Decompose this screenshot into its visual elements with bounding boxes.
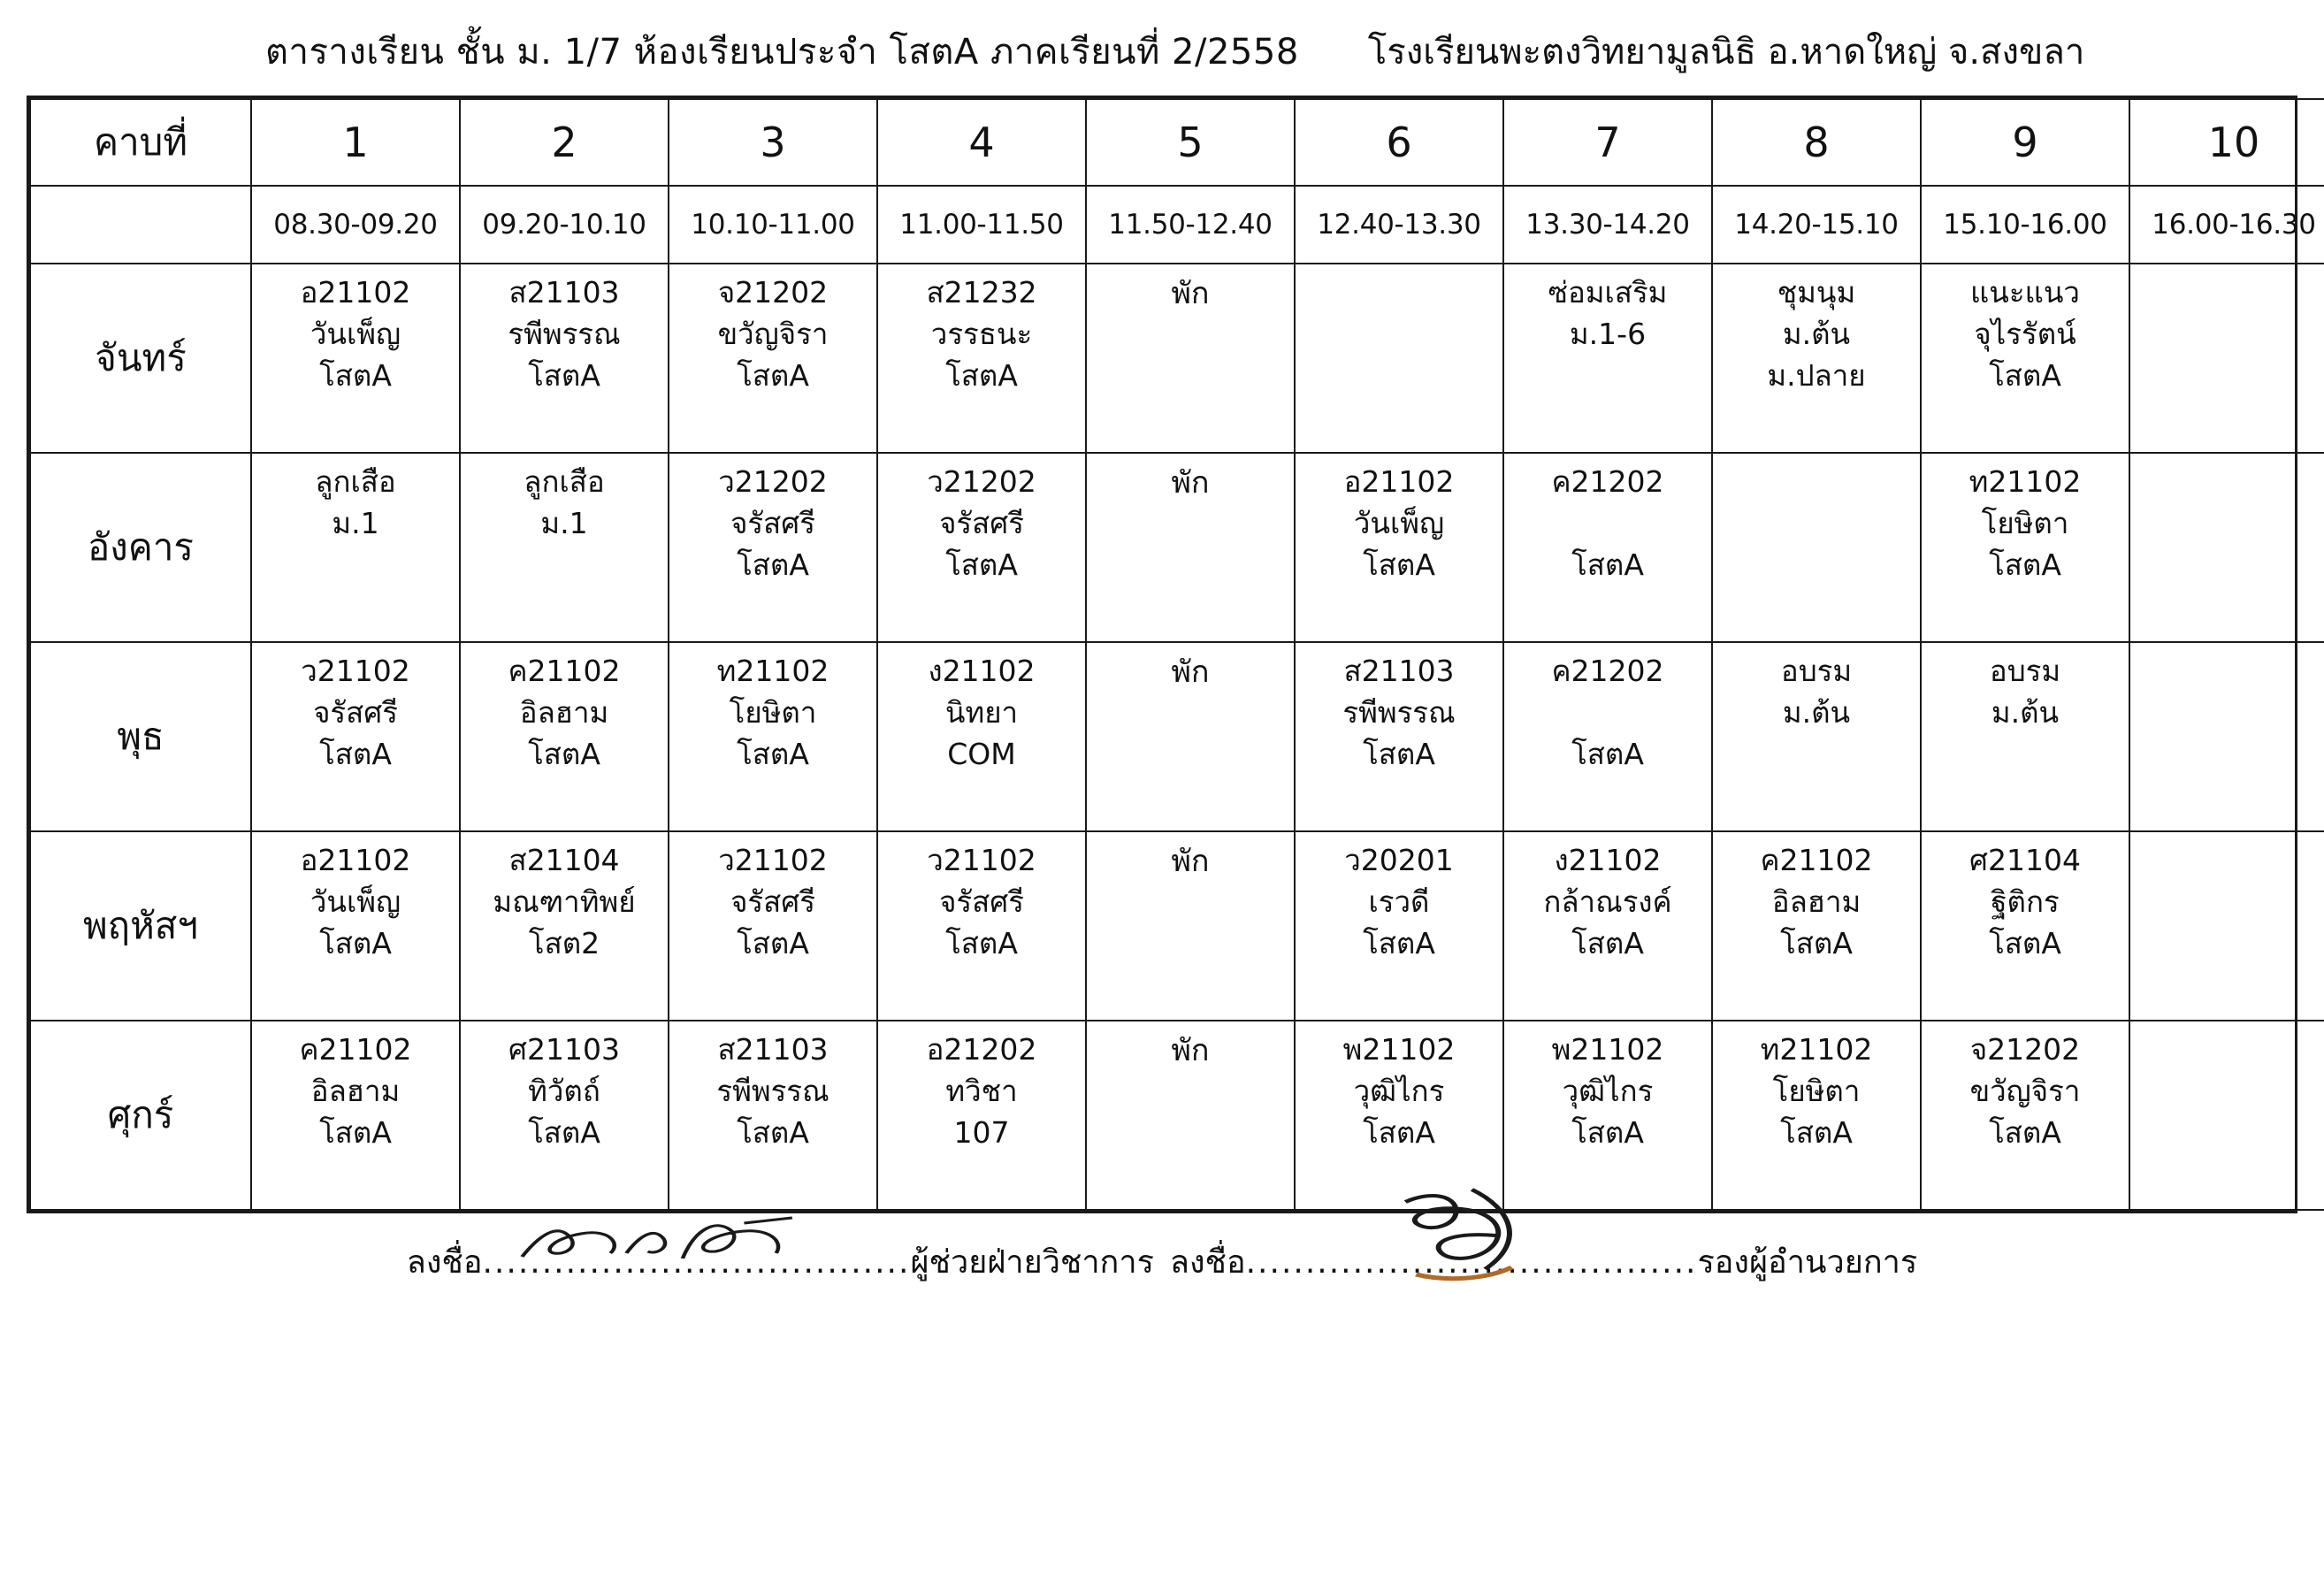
cell-line: โสตA: [1571, 925, 1644, 960]
schedule-cell: [2129, 264, 2324, 453]
cell-line: ว21202: [718, 464, 828, 499]
cell-line: ม.ต้น: [1991, 694, 2060, 730]
cell-line: ว20201: [1344, 843, 1454, 877]
schedule-cell: [1921, 264, 2129, 453]
schedule-cell: [1295, 831, 1503, 1021]
cell-line: ชุมนุม: [1777, 275, 1856, 310]
cell-content: [878, 1021, 1085, 1209]
schedule-cell: [460, 453, 669, 642]
cell-content: [1713, 1021, 1920, 1209]
cell-content: [2130, 454, 2324, 641]
cell-line: โสตA: [1363, 925, 1435, 960]
cell-line: โสตA: [1363, 736, 1435, 771]
cell-line: โสตA: [319, 925, 392, 960]
cell-line: อ21102: [300, 843, 411, 877]
period-header-1: 1: [251, 99, 460, 186]
period-header-4: 4: [877, 99, 1086, 186]
schedule-cell: [1503, 642, 1712, 831]
schedule-cell: [1712, 264, 1921, 453]
cell-line: ทิวัตถ์: [528, 1073, 600, 1108]
cell-line: ม.ต้น: [1782, 316, 1851, 351]
cell-line: โสตA: [737, 357, 809, 393]
schedule-cell: [1503, 264, 1712, 453]
cell-line: ขวัญจิรา: [717, 316, 829, 351]
schedule-cell: [1921, 1021, 2129, 1210]
cell-line: พัก: [1171, 1033, 1210, 1068]
cell-line: ส21103: [1343, 654, 1455, 688]
day-label: พุธ: [30, 642, 251, 831]
schedule-cell: [460, 642, 669, 831]
table-header-row: [30, 99, 2324, 186]
cell-line: โยษิตา: [1981, 505, 2069, 540]
cell-content: [1296, 454, 1502, 641]
cell-line: โสตA: [319, 736, 392, 771]
cell-content: [1087, 643, 1294, 830]
cell-line: พ21102: [1551, 1032, 1664, 1067]
cell-line: COM: [947, 736, 1016, 771]
schedule-cell: [251, 642, 460, 831]
schedule-cell: [877, 453, 1086, 642]
cell-line: 107: [953, 1114, 1010, 1150]
schedule-cell: [669, 264, 877, 453]
cell-content: [1922, 643, 2129, 830]
cell-content: [2130, 643, 2324, 830]
cell-content: [252, 264, 459, 452]
cell-line: โสตA: [945, 357, 1018, 393]
cell-line: ค21102: [1760, 843, 1873, 877]
cell-line: ม.ปลาย: [1767, 357, 1866, 393]
cell-content: [1087, 264, 1294, 452]
cell-line: วันเพ็ญ: [310, 884, 401, 919]
dots-2: ......................................: [1245, 1244, 1698, 1281]
day-label: จันทร์: [30, 264, 251, 453]
role-label-2: รองผู้อำนวยการ: [1697, 1244, 1918, 1281]
cell-line: อ21102: [1343, 464, 1455, 499]
cell-content: [1087, 832, 1294, 1020]
schedule-cell: [251, 831, 460, 1021]
cell-line: โยษิตา: [729, 694, 817, 730]
cell-line: โสตA: [1989, 925, 2061, 960]
cell-line: ม.1-6: [1569, 316, 1647, 351]
cell-line: จรัสศรี: [939, 884, 1024, 919]
cell-line: ศ21103: [508, 1032, 620, 1067]
school-name: โรงเรียนพะตงวิทยามูลนิธิ อ.หาดใหญ่ จ.สงขลา: [1367, 32, 2085, 73]
cell-content: [1504, 264, 1711, 452]
cell-line: จ21202: [717, 275, 829, 310]
cell-line: จุไรรัตน์: [1974, 316, 2076, 351]
schedule-cell: [251, 264, 460, 453]
cell-content: [1296, 832, 1502, 1020]
sign-label-1: ลงชื่อ: [406, 1244, 483, 1281]
cell-line: ขวัญจิรา: [1969, 1073, 2081, 1108]
cell-line: โสตA: [737, 1114, 809, 1150]
cell-line: โสตA: [737, 925, 809, 960]
cell-line: ค21202: [1551, 464, 1664, 499]
cell-content: [1713, 832, 1920, 1020]
cell-content: [461, 832, 668, 1020]
signature-footer: [0, 1236, 2324, 1287]
cell-line: อบรม: [1989, 654, 2061, 688]
cell-line: ว21202: [927, 464, 1036, 499]
cell-content: [1713, 454, 1920, 641]
cell-line: ส21103: [717, 1032, 829, 1067]
cell-line: โสตA: [528, 1114, 600, 1150]
schedule-cell: [1503, 453, 1712, 642]
cell-content: [878, 643, 1085, 830]
cell-line: ลูกเสือ: [315, 464, 396, 499]
page-title: ตารางเรียน ชั้น ม. 1/7 ห้องเรียนประจำ โสตA ภาคเรียนที่ 2/2558: [265, 32, 1299, 73]
cell-content: [1087, 454, 1294, 641]
day-label: ศุกร์: [30, 1021, 251, 1210]
cell-content: [1504, 454, 1711, 641]
cell-line: โสตA: [528, 357, 600, 393]
cell-line: ม.1: [540, 505, 588, 540]
cell-line: จรัสศรี: [939, 505, 1024, 540]
schedule-cell: [1712, 1021, 1921, 1210]
cell-content: [878, 832, 1085, 1020]
cell-line: อิลฮาม: [310, 1073, 401, 1108]
cell-line: ทวิชา: [945, 1073, 1018, 1108]
cell-line: พัก: [1171, 654, 1210, 690]
cell-line: ว21102: [301, 654, 410, 688]
cell-line: วันเพ็ญ: [1353, 505, 1445, 540]
cell-content: [461, 643, 668, 830]
cell-content: [252, 832, 459, 1020]
cell-line: อิลฮาม: [519, 694, 609, 730]
period-time-9: 15.10-16.00: [1921, 186, 2129, 264]
cell-line: จรัสศรี: [730, 505, 815, 540]
period-time-4: 11.00-11.50: [877, 186, 1086, 264]
cell-line: เรวดี: [1368, 884, 1430, 919]
cell-line: โสตA: [1571, 547, 1644, 582]
corner-label: คาบที่: [30, 99, 251, 186]
period-header-8: 8: [1712, 99, 1921, 186]
cell-line: ว21102: [927, 843, 1036, 877]
cell-content: [1713, 643, 1920, 830]
period-header-5: 5: [1086, 99, 1295, 186]
schedule-cell: [877, 1021, 1086, 1210]
cell-line: ท21102: [1969, 464, 2082, 499]
cell-line: ส21103: [508, 275, 620, 310]
schedule-cell: [2129, 642, 2324, 831]
cell-line: ฐิติกร: [1991, 884, 2060, 919]
cell-line: อิลฮาม: [1771, 884, 1861, 919]
cell-line: โสตA: [945, 547, 1018, 582]
cell-line: โสตA: [945, 925, 1018, 960]
schedule-cell: [251, 1021, 460, 1210]
cell-line: ลูกเสือ: [524, 464, 605, 499]
times-row-corner: [30, 186, 251, 264]
cell-content: [252, 643, 459, 830]
period-time-5: 11.50-12.40: [1086, 186, 1295, 264]
cell-content: [461, 264, 668, 452]
table-row: [30, 264, 2324, 453]
cell-line: รพีพรรณ: [1342, 694, 1456, 730]
cell-line: พัก: [1171, 465, 1210, 501]
cell-line: ง21102: [928, 654, 1036, 688]
schedule-cell: [2129, 453, 2324, 642]
schedule-cell: [1295, 642, 1503, 831]
schedule-cell: [1712, 831, 1921, 1021]
schedule-table-container: [27, 96, 2316, 1213]
cell-line: โสตA: [1571, 736, 1644, 771]
cell-line: วุฒิไกร: [1562, 1073, 1654, 1108]
signature-slot-1: [482, 1244, 910, 1281]
cell-line: จรัสศรี: [313, 694, 398, 730]
schedule-cell: [1295, 264, 1503, 453]
cell-line: ว21102: [718, 843, 828, 877]
schedule-cell: [669, 453, 877, 642]
period-time-6: 12.40-13.30: [1295, 186, 1503, 264]
cell-line: พัก: [1171, 276, 1210, 311]
cell-content: [252, 1021, 459, 1209]
dots-1: ....................................: [482, 1244, 911, 1281]
schedule-cell: [1086, 453, 1295, 642]
cell-line: โสตA: [319, 1114, 392, 1150]
cell-line: โสตA: [319, 357, 392, 393]
period-header-6: 6: [1295, 99, 1503, 186]
cell-content: [1296, 643, 1502, 830]
schedule-table: [29, 98, 2324, 1211]
period-header-9: 9: [1921, 99, 2129, 186]
period-time-10: 16.00-16.30: [2129, 186, 2324, 264]
schedule-cell: [669, 642, 877, 831]
schedule-cell: [460, 831, 669, 1021]
period-header-10: 10: [2129, 99, 2324, 186]
day-label: อังคาร: [30, 453, 251, 642]
sign-label-2: ลงชื่อ: [1169, 1244, 1246, 1281]
cell-line: แนะแนว: [1970, 275, 2080, 310]
cell-content: [1922, 264, 2129, 452]
table-row: [30, 1021, 2324, 1210]
cell-line: อ21102: [300, 275, 411, 310]
cell-content: [669, 643, 876, 830]
cell-content: [1922, 454, 2129, 641]
cell-line: ท21102: [716, 654, 829, 688]
cell-content: [2130, 1021, 2324, 1209]
cell-line: ม.1: [332, 505, 379, 540]
cell-content: [1504, 832, 1711, 1020]
cell-content: [1504, 1021, 1711, 1209]
cell-content: [669, 454, 876, 641]
cell-content: [669, 832, 876, 1020]
cell-line: ท21102: [1760, 1032, 1873, 1067]
table-row: [30, 453, 2324, 642]
cell-line: [1603, 697, 1613, 730]
schedule-cell: [1086, 642, 1295, 831]
schedule-cell: [1921, 831, 2129, 1021]
day-label: พฤหัสฯ: [30, 831, 251, 1021]
cell-line: โสตA: [1363, 1114, 1435, 1150]
period-header-2: 2: [460, 99, 669, 186]
cell-content: [1087, 1021, 1294, 1209]
cell-content: [1296, 1021, 1502, 1209]
cell-line: วรรธนะ: [930, 316, 1033, 351]
cell-line: โสตA: [1363, 547, 1435, 582]
schedule-cell: [1921, 453, 2129, 642]
cell-content: [252, 454, 459, 641]
period-time-1: 08.30-09.20: [251, 186, 460, 264]
cell-line: โสตA: [1989, 357, 2061, 393]
schedule-cell: [1086, 264, 1295, 453]
cell-line: โสตA: [1989, 1114, 2061, 1150]
schedule-cell: [1503, 831, 1712, 1021]
cell-line: โสตA: [1780, 1114, 1853, 1150]
schedule-cell: [877, 264, 1086, 453]
cell-line: โยษิตา: [1772, 1073, 1861, 1108]
cell-line: โสต2: [528, 925, 600, 960]
cell-content: [878, 454, 1085, 641]
schedule-cell: [669, 1021, 877, 1210]
cell-line: จรัสศรี: [730, 884, 815, 919]
schedule-cell: [1295, 1021, 1503, 1210]
cell-line: โสตA: [737, 736, 809, 771]
table-row: [30, 831, 2324, 1021]
cell-line: นิทยา: [944, 694, 1019, 730]
schedule-cell: [1712, 453, 1921, 642]
cell-content: [461, 454, 668, 641]
cell-content: [1713, 264, 1920, 452]
cell-line: ม.ต้น: [1782, 694, 1851, 730]
cell-line: พ21102: [1342, 1032, 1456, 1067]
cell-line: โสตA: [1989, 547, 2061, 582]
cell-line: ค21102: [508, 654, 621, 688]
schedule-cell: [2129, 1021, 2324, 1210]
table-times-row: [30, 186, 2324, 264]
signature-slot-2: [1246, 1244, 1698, 1281]
cell-content: [461, 1021, 668, 1209]
cell-line: โสตA: [1780, 925, 1853, 960]
cell-content: [1922, 1021, 2129, 1209]
cell-line: รพีพรรณ: [716, 1073, 829, 1108]
period-header-7: 7: [1503, 99, 1712, 186]
table-row: [30, 642, 2324, 831]
schedule-cell: [1921, 642, 2129, 831]
schedule-cell: [1086, 831, 1295, 1021]
schedule-cell: [1712, 642, 1921, 831]
cell-content: [2130, 832, 2324, 1020]
cell-line: อ21202: [926, 1032, 1037, 1067]
period-time-2: 09.20-10.10: [460, 186, 669, 264]
cell-line: มณฑาทิพย์: [493, 884, 636, 919]
cell-line: โสตA: [737, 547, 809, 582]
page-header: [265, 0, 2324, 96]
cell-line: ค21202: [1551, 654, 1664, 688]
period-time-7: 13.30-14.20: [1503, 186, 1712, 264]
period-time-3: 10.10-11.00: [669, 186, 877, 264]
schedule-cell: [1503, 1021, 1712, 1210]
schedule-cell: [877, 831, 1086, 1021]
cell-content: [2130, 264, 2324, 452]
cell-line: โสตA: [528, 736, 600, 771]
period-header-3: 3: [669, 99, 877, 186]
schedule-cell: [1086, 1021, 1295, 1210]
cell-line: จ21202: [1969, 1032, 2081, 1067]
cell-content: [878, 264, 1085, 452]
schedule-cell: [460, 264, 669, 453]
cell-content: [1922, 832, 2129, 1020]
cell-line: กล้าณรงค์: [1543, 884, 1672, 919]
period-time-8: 14.20-15.10: [1712, 186, 1921, 264]
schedule-cell: [877, 642, 1086, 831]
cell-line: ส21104: [508, 843, 620, 877]
cell-content: [669, 264, 876, 452]
schedule-cell: [1295, 453, 1503, 642]
cell-line: พัก: [1171, 844, 1210, 879]
schedule-cell: [251, 453, 460, 642]
cell-line: วันเพ็ญ: [310, 316, 401, 351]
schedule-cell: [2129, 831, 2324, 1021]
cell-content: [1504, 643, 1711, 830]
schedule-cell: [669, 831, 877, 1021]
cell-line: ซ่อมเสริม: [1548, 275, 1668, 310]
cell-line: [1603, 508, 1613, 540]
cell-line: ค21102: [299, 1032, 412, 1067]
role-label-1: ผู้ช่วยฝ่ายวิชาการ: [910, 1244, 1154, 1281]
cell-line: ศ21104: [1969, 843, 2081, 877]
cell-content: [1296, 264, 1502, 452]
cell-line: วุฒิไกร: [1353, 1073, 1445, 1108]
cell-line: ง21102: [1554, 843, 1662, 877]
cell-line: อบรม: [1780, 654, 1853, 688]
schedule-cell: [460, 1021, 669, 1210]
cell-line: โสตA: [1571, 1114, 1644, 1150]
cell-line: ส21232: [926, 275, 1037, 310]
cell-line: รพีพรรณ: [508, 316, 621, 351]
cell-content: [669, 1021, 876, 1209]
